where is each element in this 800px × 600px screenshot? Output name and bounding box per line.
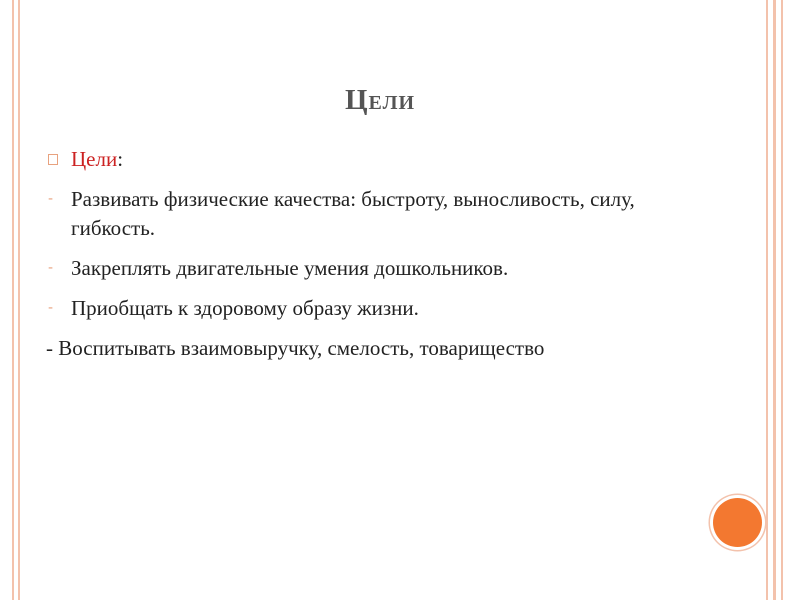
goals-heading (46, 145, 666, 174)
dash-bullet-icon: - (48, 260, 54, 276)
goal-last-line: - Воспитывать взаимовыручку, смелость, товарищество (46, 336, 545, 360)
goal-item-text: Закреплять двигательные умения дошкольников. (71, 256, 509, 280)
goal-item (46, 185, 666, 243)
orange-circle-ornament (713, 498, 762, 547)
square-bullet-icon (48, 154, 58, 165)
goal-item (46, 254, 666, 283)
goals-heading-text: Цели (71, 147, 118, 171)
slide-title: Цели (344, 84, 416, 116)
dash-bullet-icon: - (48, 191, 54, 207)
goals-heading-colon: : (117, 147, 124, 171)
goal-item (46, 294, 666, 323)
frame-line-right-middle (773, 0, 776, 600)
goal-item-text: Развивать физические качества: быстроту, выносливость, силу, гибкость. (71, 187, 635, 240)
slide-body (46, 145, 666, 363)
frame-line-right-inner (766, 0, 768, 600)
dash-bullet-icon: - (48, 300, 54, 316)
frame-line-left-outer (12, 0, 14, 600)
goal-item-text: Приобщать к здоровому образу жизни. (71, 296, 419, 320)
frame-line-right-outer (781, 0, 783, 600)
frame-line-left-inner (18, 0, 20, 600)
